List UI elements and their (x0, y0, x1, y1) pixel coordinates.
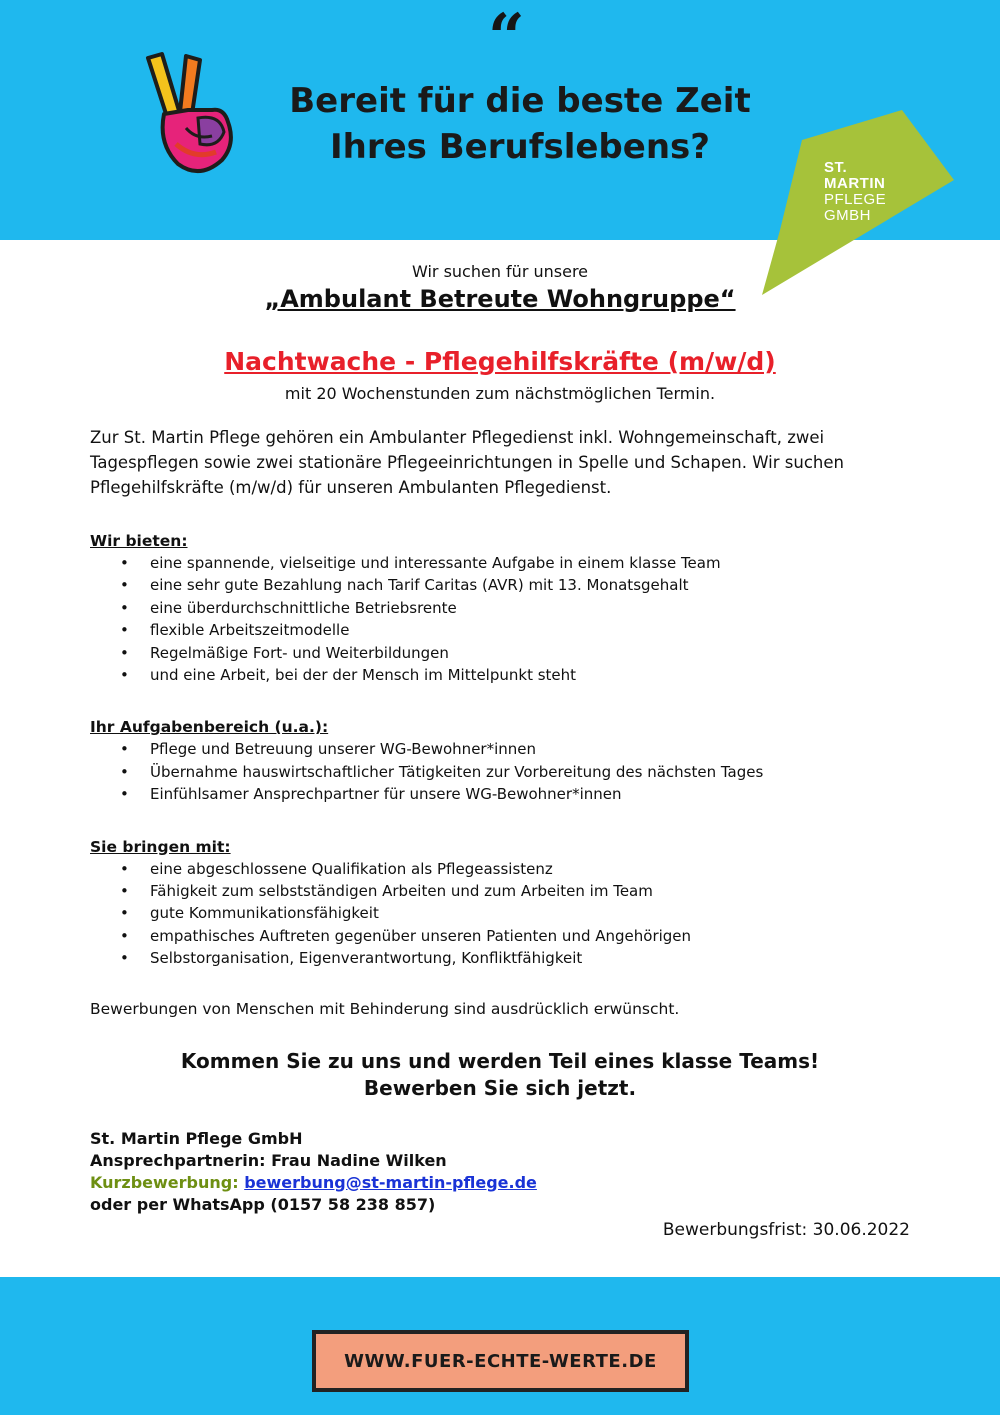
contact-block (90, 1128, 910, 1216)
page-title: „Ambulant Betreute Wohngruppe“ (264, 285, 736, 313)
peace-hand-icon (128, 48, 248, 178)
requirements-list (90, 858, 910, 970)
job-subtitle: mit 20 Wochenstunden zum nächstmöglichen Termin. (284, 384, 716, 403)
whatsapp-contact: oder per WhatsApp (0157 58 238 857) (90, 1194, 436, 1214)
logo-line-3: PFLEGE (824, 191, 887, 208)
inclusion-note: Bewerbungen von Menschen mit Behinderung sind ausdrücklich erwünscht. (90, 999, 680, 1018)
list-item: • eine spannende, vielseitige und interessante Aufgabe in einem klasse Team (150, 552, 910, 574)
list-item: • Einfühlsamer Ansprechpartner für unsere WG-Bewohner*innen (150, 783, 910, 805)
tasks-list (90, 738, 910, 805)
list-item: • eine abgeschlossene Qualifikation als Pflegeassistenz (150, 858, 910, 880)
company-name: St. Martin Pflege GmbH (90, 1128, 303, 1148)
list-item: • Fähigkeit zum selbstständigen Arbeiten und zum Arbeiten im Team (150, 880, 910, 902)
job-title: Nachtwache - Pflegehilfskräfte (m/w/d) (224, 347, 776, 376)
list-item: • Pflege und Betreuung unserer WG-Bewohner*innen (150, 738, 910, 760)
list-item: • eine überdurchschnittliche Betriebsrente (150, 597, 910, 619)
headline-line-2: Ihres Berufslebens? (329, 127, 710, 167)
list-item: • gute Kommunikationsfähigkeit (150, 902, 910, 924)
list-item: • Übernahme hauswirtschaftlicher Tätigkeiten zur Vorbereitung des nächsten Tages (150, 761, 910, 783)
call-to-action (90, 1048, 910, 1102)
list-item: • Selbstorganisation, Eigenverantwortung, Konfliktfähigkeit (150, 947, 910, 969)
logo-line-2: MARTIN (824, 175, 886, 192)
company-description: Zur St. Martin Pflege gehören ein Ambulanter Pflegedienst inkl. Wohngemeinschaft, zwei Tagespflegen sowie zwei stationäre Pflegeeinrichtungen in Spelle und Schapen. Wir suchen Pflegehilfskräfte (m/w/d) für unseren Ambulanten Pflegedienst. (90, 428, 844, 497)
website-box (312, 1330, 689, 1392)
intro-text: Wir suchen für unsere (411, 262, 589, 281)
headline (250, 78, 790, 170)
website-text: WWW.FUER-ECHTE-WERTE.DE (344, 1350, 657, 1372)
list-item: • eine sehr gute Bezahlung nach Tarif Caritas (AVR) mit 13. Monatsgehalt (150, 574, 910, 596)
logo-line-1: ST. (824, 159, 848, 176)
section-heading-requirements: Sie bringen mit: (90, 837, 231, 856)
short-application-label: Kurzbewerbung: (90, 1172, 239, 1192)
quote-mark: “ (488, 0, 525, 75)
list-item: • und eine Arbeit, bei der der Mensch im Mittelpunkt steht (150, 664, 910, 686)
short-application-row (90, 1172, 910, 1194)
logo-text (824, 160, 886, 224)
list-item: • flexible Arbeitszeitmodelle (150, 619, 910, 641)
logo-line-4: GMBH (824, 207, 871, 224)
contact-person: Ansprechpartnerin: Frau Nadine Wilken (90, 1150, 447, 1170)
cta-line-1: Kommen Sie zu uns und werden Teil eines klasse Teams! (180, 1048, 820, 1073)
email-link[interactable]: bewerbung@st-martin-pflege.de (244, 1172, 537, 1192)
application-deadline: Bewerbungsfrist: 30.06.2022 (662, 1220, 910, 1240)
offer-list (90, 552, 910, 686)
job-ad-content (90, 262, 910, 1216)
section-heading-tasks: Ihr Aufgabenbereich (u.a.): (90, 718, 329, 737)
list-item: • Regelmäßige Fort- und Weiterbildungen (150, 642, 910, 664)
list-item: • empathisches Auftreten gegenüber unseren Patienten und Angehörigen (150, 925, 910, 947)
cta-line-2: Bewerben Sie sich jetzt. (363, 1075, 637, 1100)
section-heading-offer: Wir bieten: (90, 532, 188, 550)
headline-line-1: Bereit für die beste Zeit (289, 81, 751, 121)
